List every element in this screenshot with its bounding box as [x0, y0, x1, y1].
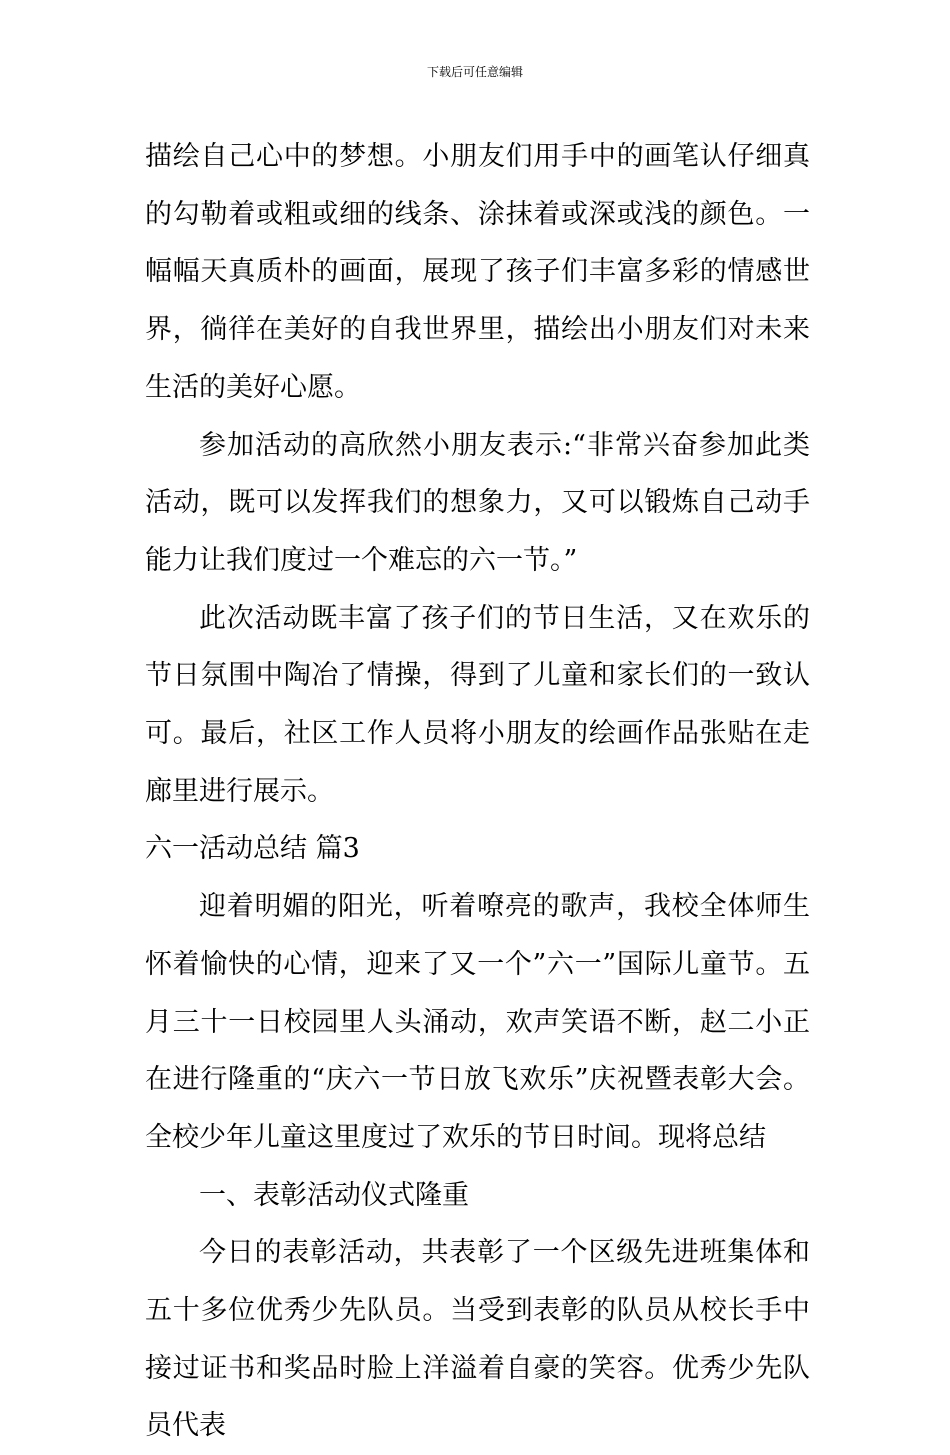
page-header: 下载后可任意编辑 [426, 65, 523, 79]
document-body [145, 128, 810, 1455]
section-heading: 六一活动总结 篇3 [145, 833, 360, 865]
paragraph-awards: 今日的表彰活动，共表彰了一个区级先进班集体和五十多位优秀少先队员。当受到表彰的队员从校长手中接过证书和奖品时脸上洋溢着自豪的笑容。优秀少先队员代表 [145, 1237, 810, 1442]
subheading-ceremony: 一、表彰活动仪式隆重 [199, 1179, 469, 1211]
paragraph-activity-result: 此次活动既丰富了孩子们的节日生活，又在欢乐的节日氛围中陶冶了情操，得到了儿童和家长们的一致认可。最后，社区工作人员将小朋友的绘画作品张贴在走廊里进行展示。 [145, 602, 810, 807]
paragraph-childrens-day-intro: 迎着明媚的阳光，听着嘹亮的歌声，我校全体师生怀着愉快的心情，迎来了又一个”六一”国际儿童节。五月三十一日校园里人头涌动，欢声笑语不断，赵二小正在进行隆重的“庆六一节日放飞欢乐”庆祝暨表彰大会。全校少年儿童这里度过了欢乐的节日时间。现将总结 [145, 891, 810, 1153]
paragraph-drawing-dreams: 描绘自己心中的梦想。小朋友们用手中的画笔认仔细真的勾勒着或粗或细的线条、涂抹着或深或浅的颜色。一幅幅天真质朴的画面，展现了孩子们丰富多彩的情感世界，徜徉在美好的自我世界里，描绘出小朋友们对未来生活的美好心愿。 [145, 141, 810, 403]
paragraph-quote: 参加活动的高欣然小朋友表示:“非常兴奋参加此类活动，既可以发挥我们的想象力，又可以锻炼自己动手能力让我们度过一个难忘的六一节。” [145, 429, 810, 576]
